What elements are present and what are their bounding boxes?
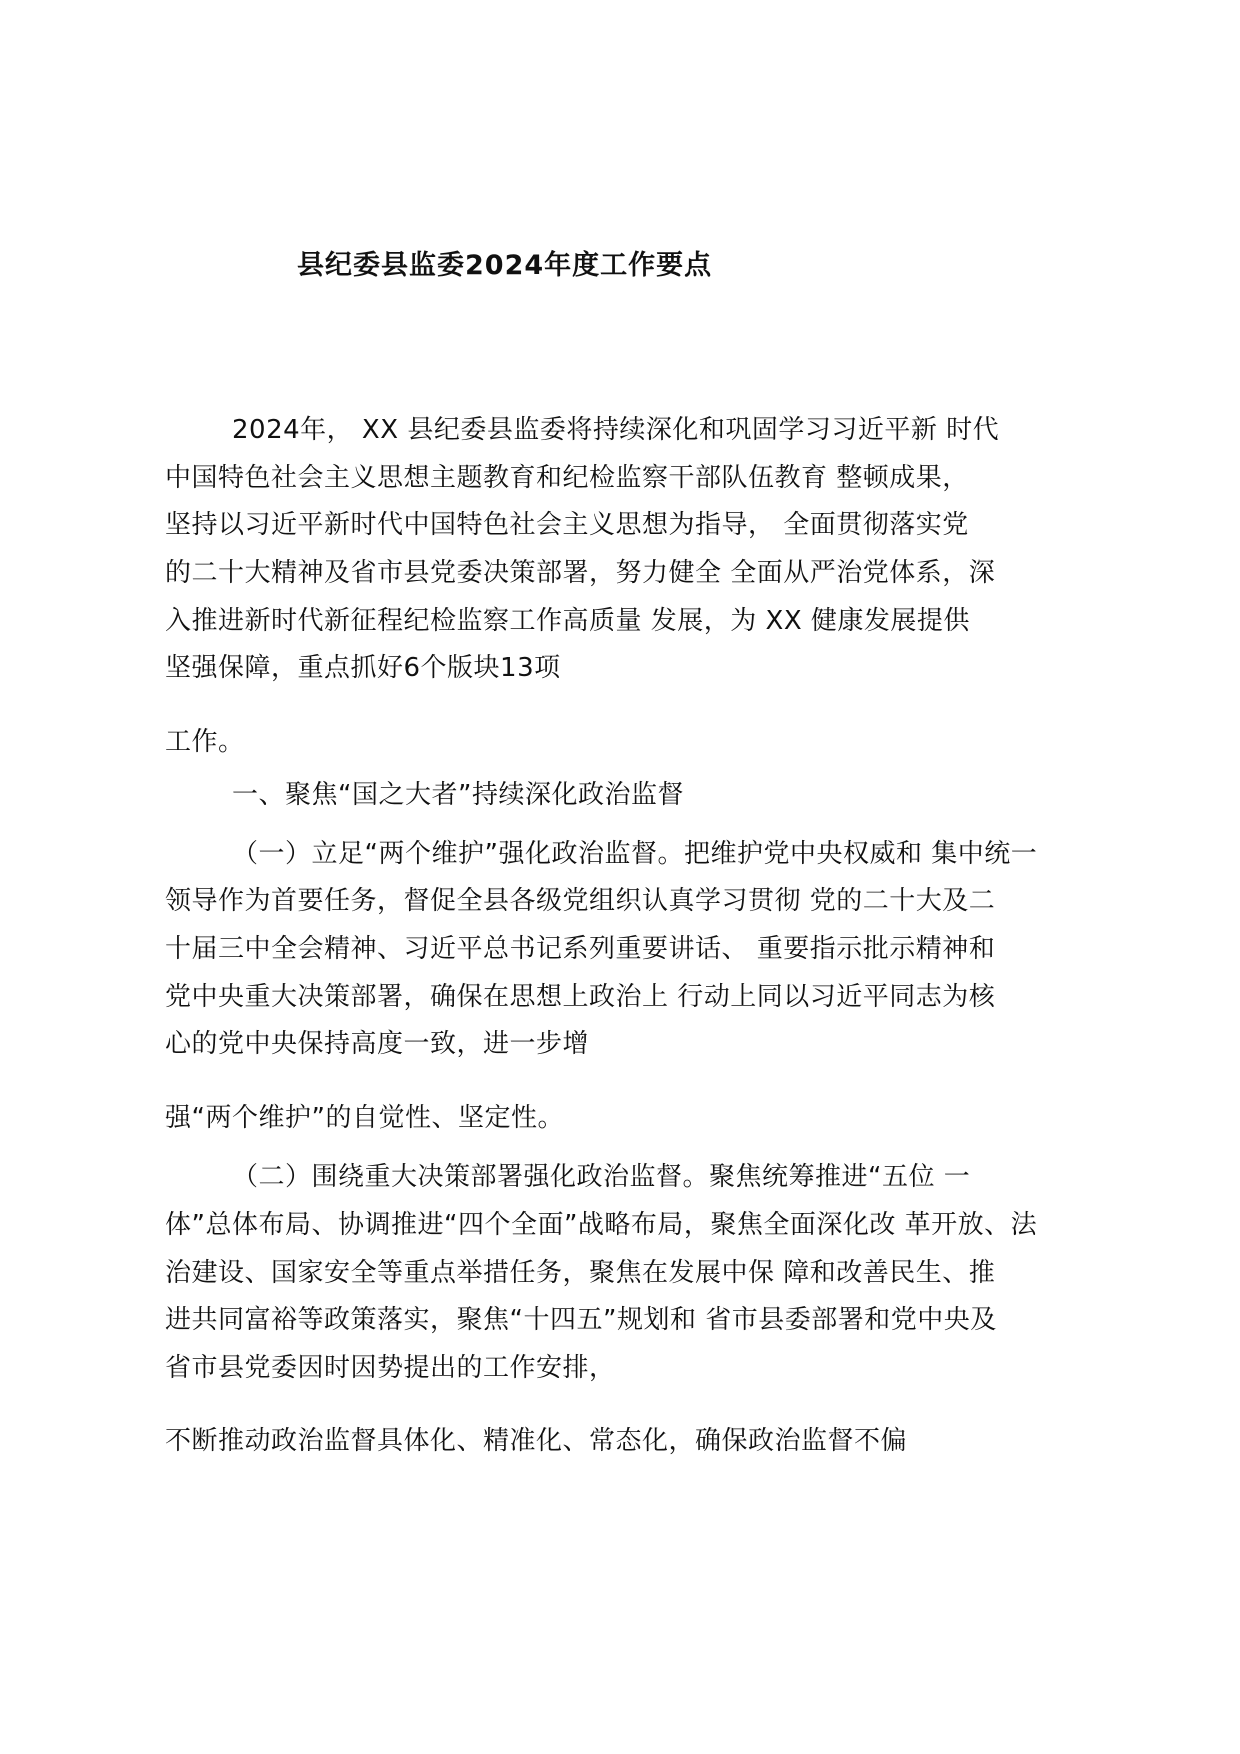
paragraph-line: 坚持以习近平新时代中国特色社会主义思想为指导， 全面贯彻落实党 [165, 510, 969, 540]
paragraph-line: 不断推动政治监督具体化、精准化、常态化，确保政治监督不偏 [165, 1426, 908, 1456]
paragraph-line: 领导作为首要任务，督促全县各级党组织认真学习贯彻 党的二十大及二 [165, 886, 996, 916]
paragraph-line: 进共同富裕等政策落实，聚焦“十四五”规划和 省市县委部署和党中央及 [165, 1305, 997, 1335]
paragraph-line: 工作。 [165, 727, 245, 757]
paragraph-line: 坚强保障，重点抓好6个版块13项 [165, 653, 561, 683]
paragraph-line: 省市县党委因时因势提出的工作安排， [165, 1353, 616, 1383]
paragraph-line: 2024年， XX 县纪委县监委将持续深化和巩固学习习近平新 时代 [232, 415, 1000, 445]
paragraph-line: 强“两个维护”的自觉性、坚定性。 [165, 1103, 564, 1133]
paragraph-line: 党中央重大决策部署，确保在思想上政治上 行动上同以习近平同志为核 [165, 982, 996, 1012]
paragraph-line: 中国特色社会主义思想主题教育和纪检监察干部队伍教育 整顿成果， [165, 463, 969, 493]
paragraph-line: 十届三中全会精神、习近平总书记系列重要讲话、 重要指示批示精神和 [165, 934, 996, 964]
paragraph-line: 的二十大精神及省市县党委决策部署，努力健全 全面从严治党体系，深 [165, 558, 996, 588]
paragraph-line: （二）围绕重大决策部署强化政治监督。聚焦统筹推进“五位 一 [232, 1162, 971, 1192]
document-title: 县纪委县监委2024年度工作要点 [297, 250, 713, 281]
paragraph-line: 体”总体布局、协调推进“四个全面”战略布局，聚焦全面深化改 革开放、法 [165, 1210, 1038, 1240]
paragraph-line: （一）立足“两个维护”强化政治监督。把维护党中央权威和 集中统一 [232, 839, 1038, 869]
section-heading: 一、聚焦“国之大者”持续深化政治监督 [232, 780, 684, 810]
paragraph-line: 治建设、国家安全等重点举措任务，聚焦在发展中保 障和改善民生、推 [165, 1258, 996, 1288]
paragraph-line: 入推进新时代新征程纪检监察工作高质量 发展，为 XX 健康发展提供 [165, 606, 970, 636]
paragraph-line: 心的党中央保持高度一致，进一步增 [165, 1029, 590, 1059]
